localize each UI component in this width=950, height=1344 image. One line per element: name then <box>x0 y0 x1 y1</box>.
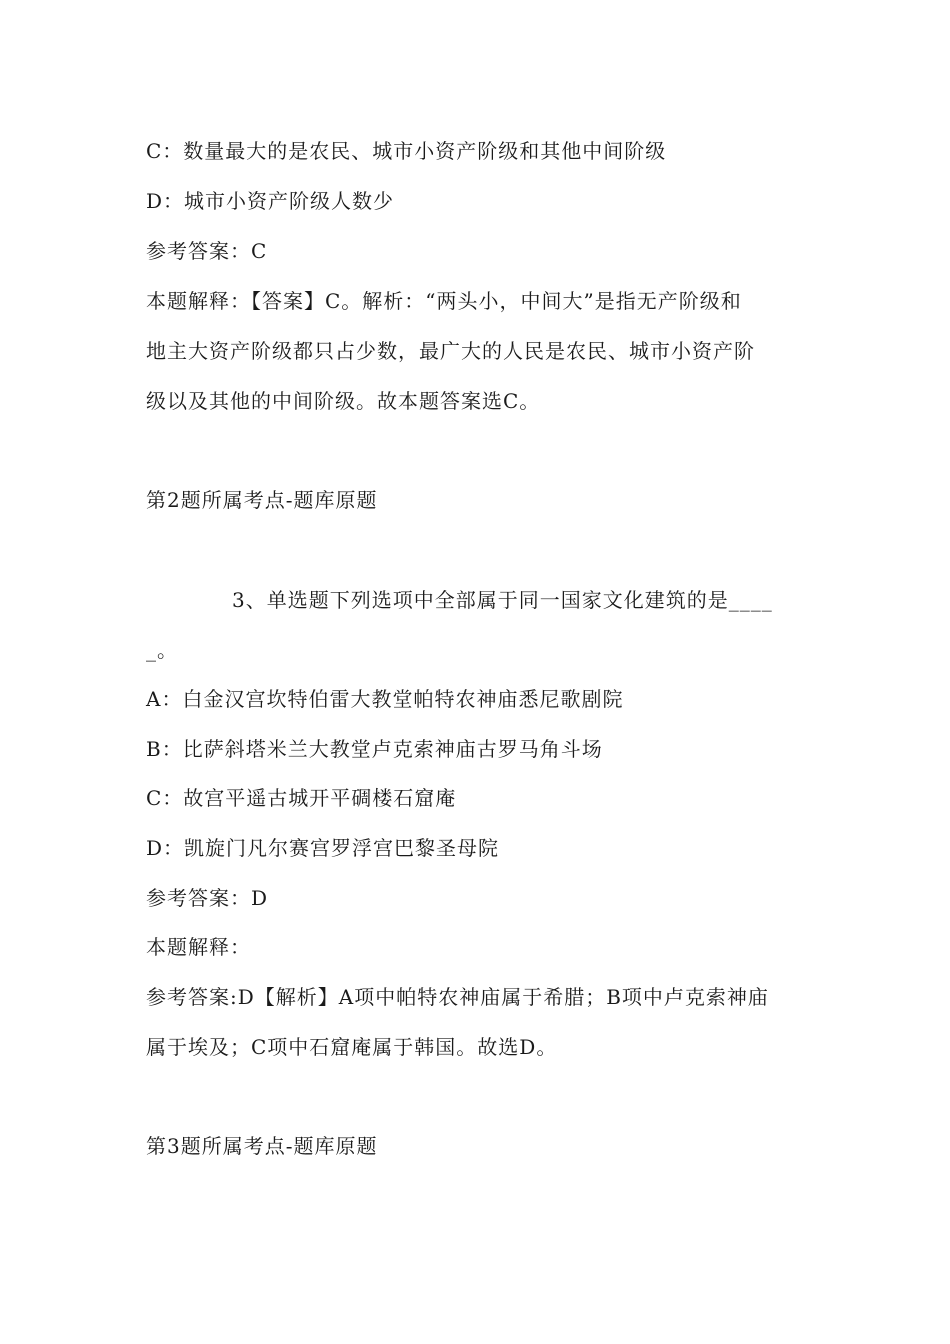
q3-explanation-line-2: 属于埃及；C项中石窟庵属于韩国。故选D。 <box>146 1035 558 1059</box>
q3-option-b: B：比萨斜塔米兰大教堂卢克索神庙古罗马角斗场 <box>146 737 603 761</box>
q3-explanation-line-1: 参考答案:D【解析】A项中帕特农神庙属于希腊；B项中卢克索神庙 <box>146 985 769 1009</box>
q3-explanation-label: 本题解释： <box>146 935 251 959</box>
q3-option-d: D：凯旋门凡尔赛宫罗浮宫巴黎圣母院 <box>146 836 500 860</box>
q2-option-d: D：城市小资产阶级人数少 <box>146 189 395 213</box>
q2-option-c: C：数量最大的是农民、城市小资产阶级和其他中间阶级 <box>146 139 667 163</box>
q3-question-line-2: _。 <box>146 638 178 662</box>
q3-answer: 参考答案：D <box>146 886 269 910</box>
q2-explanation-line-2: 地主大资产阶级都只占少数，最广大的人民是农民、城市小资产阶 <box>146 339 755 363</box>
q2-topic: 第2题所属考点-题库原题 <box>146 488 378 512</box>
q3-option-a: A：白金汉宫坎特伯雷大教堂帕特农神庙悉尼歌剧院 <box>146 687 624 711</box>
q2-explanation-line-3: 级以及其他的中间阶级。故本题答案选C。 <box>146 389 541 413</box>
q3-question-line-1: 3、单选题下列选项中全部属于同一国家文化建筑的是____ <box>232 588 773 612</box>
q3-topic: 第3题所属考点-题库原题 <box>146 1134 378 1158</box>
q2-answer: 参考答案：C <box>146 239 268 263</box>
q2-explanation-line-1: 本题解释：【答案】C。解析：“两头小，中间大”是指无产阶级和 <box>146 289 742 313</box>
q3-option-c: C：故宫平遥古城开平碉楼石窟庵 <box>146 786 457 810</box>
